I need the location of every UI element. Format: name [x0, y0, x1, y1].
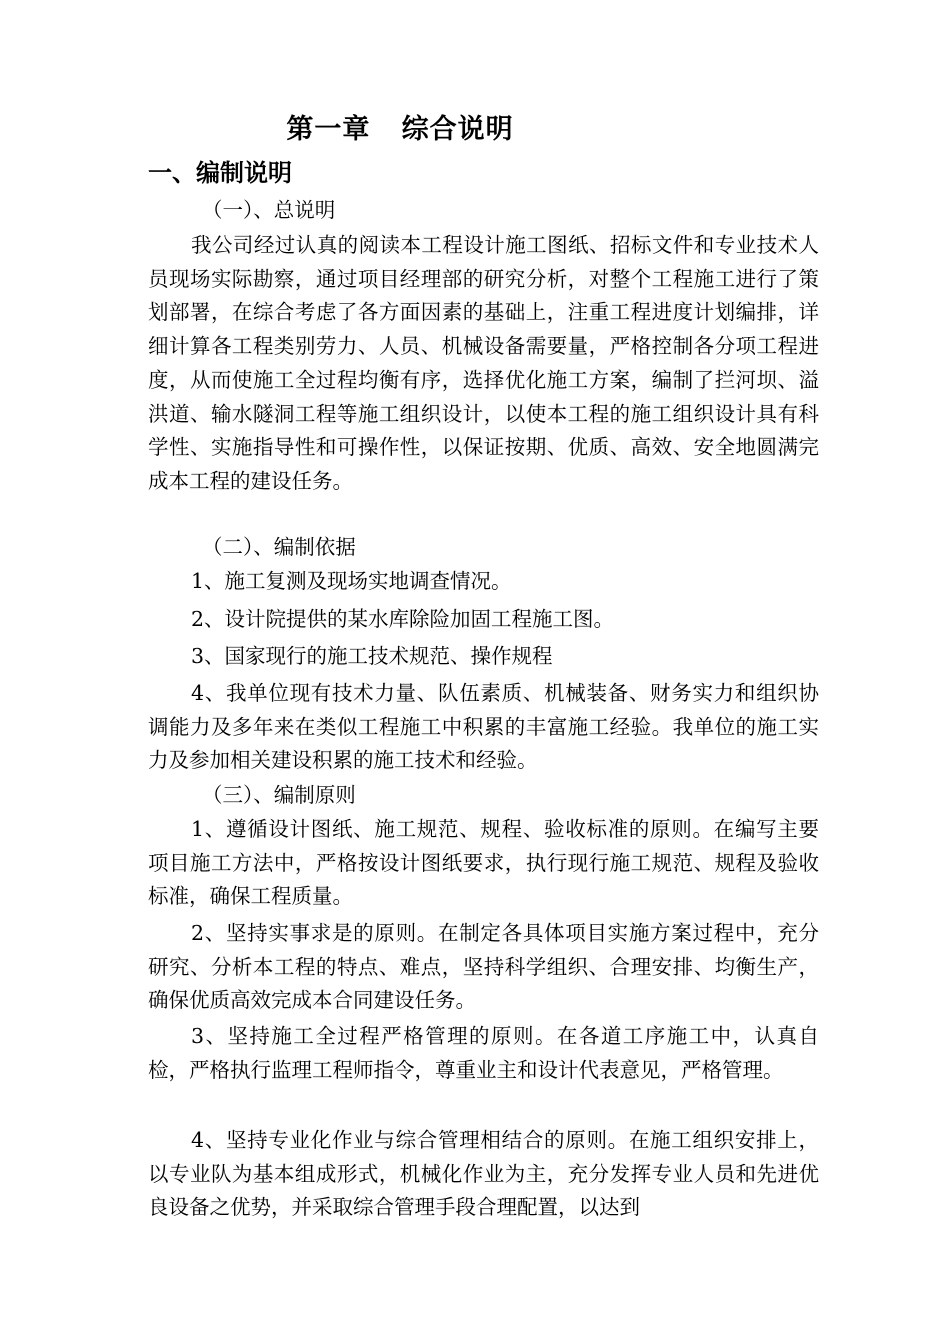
- basis-item-4: 4、我单位现有技术力量、队伍素质、机械装备、财务实力和组织协调能力及多年来在类似工程施工中积累的丰富施工经验。我单位的施工实力及参加相关建设积累的施工技术和经验。: [148, 681, 819, 773]
- basis-item-2: 2、设计院提供的某水库除险加固工程施工图。: [191, 607, 615, 631]
- subheading-general: （一）、总说明: [202, 198, 336, 222]
- principle-item-1: 1、遵循设计图纸、施工规范、规程、验收标准的原则。在编写主要项目施工方法中，严格按设计图纸要求，执行现行施工规范、规程及验收标准，确保工程质量。: [148, 817, 819, 909]
- basis-item-3: 3、国家现行的施工技术规范、操作规程: [191, 644, 553, 668]
- basis-item-1: 1、施工复测及现场实地调查情况。: [191, 569, 512, 593]
- subheading-principles: （三）、编制原则: [202, 783, 356, 807]
- paragraph-general-description: 我公司经过认真的阅读本工程设计施工图纸、招标文件和专业技术人员现场实际勘察，通过项目经理部的研究分析，对整个工程施工进行了策划部署，在综合考虑了各方面因素的基础上，注重工程进度计划编排，详细计算各工程类别劳力、人员、机械设备需要量，严格控制各分项工程进度，从而使施工全过程均衡有序，选择优化施工方案，编制了拦河坝、溢洪道、输水隧洞工程等施工组织设计，以使本工程的施工组织设计具有科学性、实施指导性和可操作性，以保证按期、优质、高效、安全地圆满完成本工程的建设任务。: [148, 233, 819, 493]
- principle-item-2: 2、坚持实事求是的原则。在制定各具体项目实施方案过程中，充分研究、分析本工程的特点、难点，坚持科学组织、合理安排、均衡生产，确保优质高效完成本合同建设任务。: [148, 921, 819, 1013]
- principle-item-4: 4、坚持专业化作业与综合管理相结合的原则。在施工组织安排上，以专业队为基本组成形式，机械化作业为主，充分发挥专业人员和先进优良设备之优势，并采取综合管理手段合理配置，以达到: [148, 1128, 819, 1220]
- principle-item-3: 3、坚持施工全过程严格管理的原则。在各道工序施工中，认真自检，严格执行监理工程师指令，尊重业主和设计代表意见，严格管理。: [148, 1024, 819, 1082]
- subheading-basis: （二）、编制依据: [202, 535, 356, 559]
- chapter-title: 第一章 综合说明: [286, 114, 514, 145]
- section-heading-compilation: 一、编制说明: [148, 159, 292, 187]
